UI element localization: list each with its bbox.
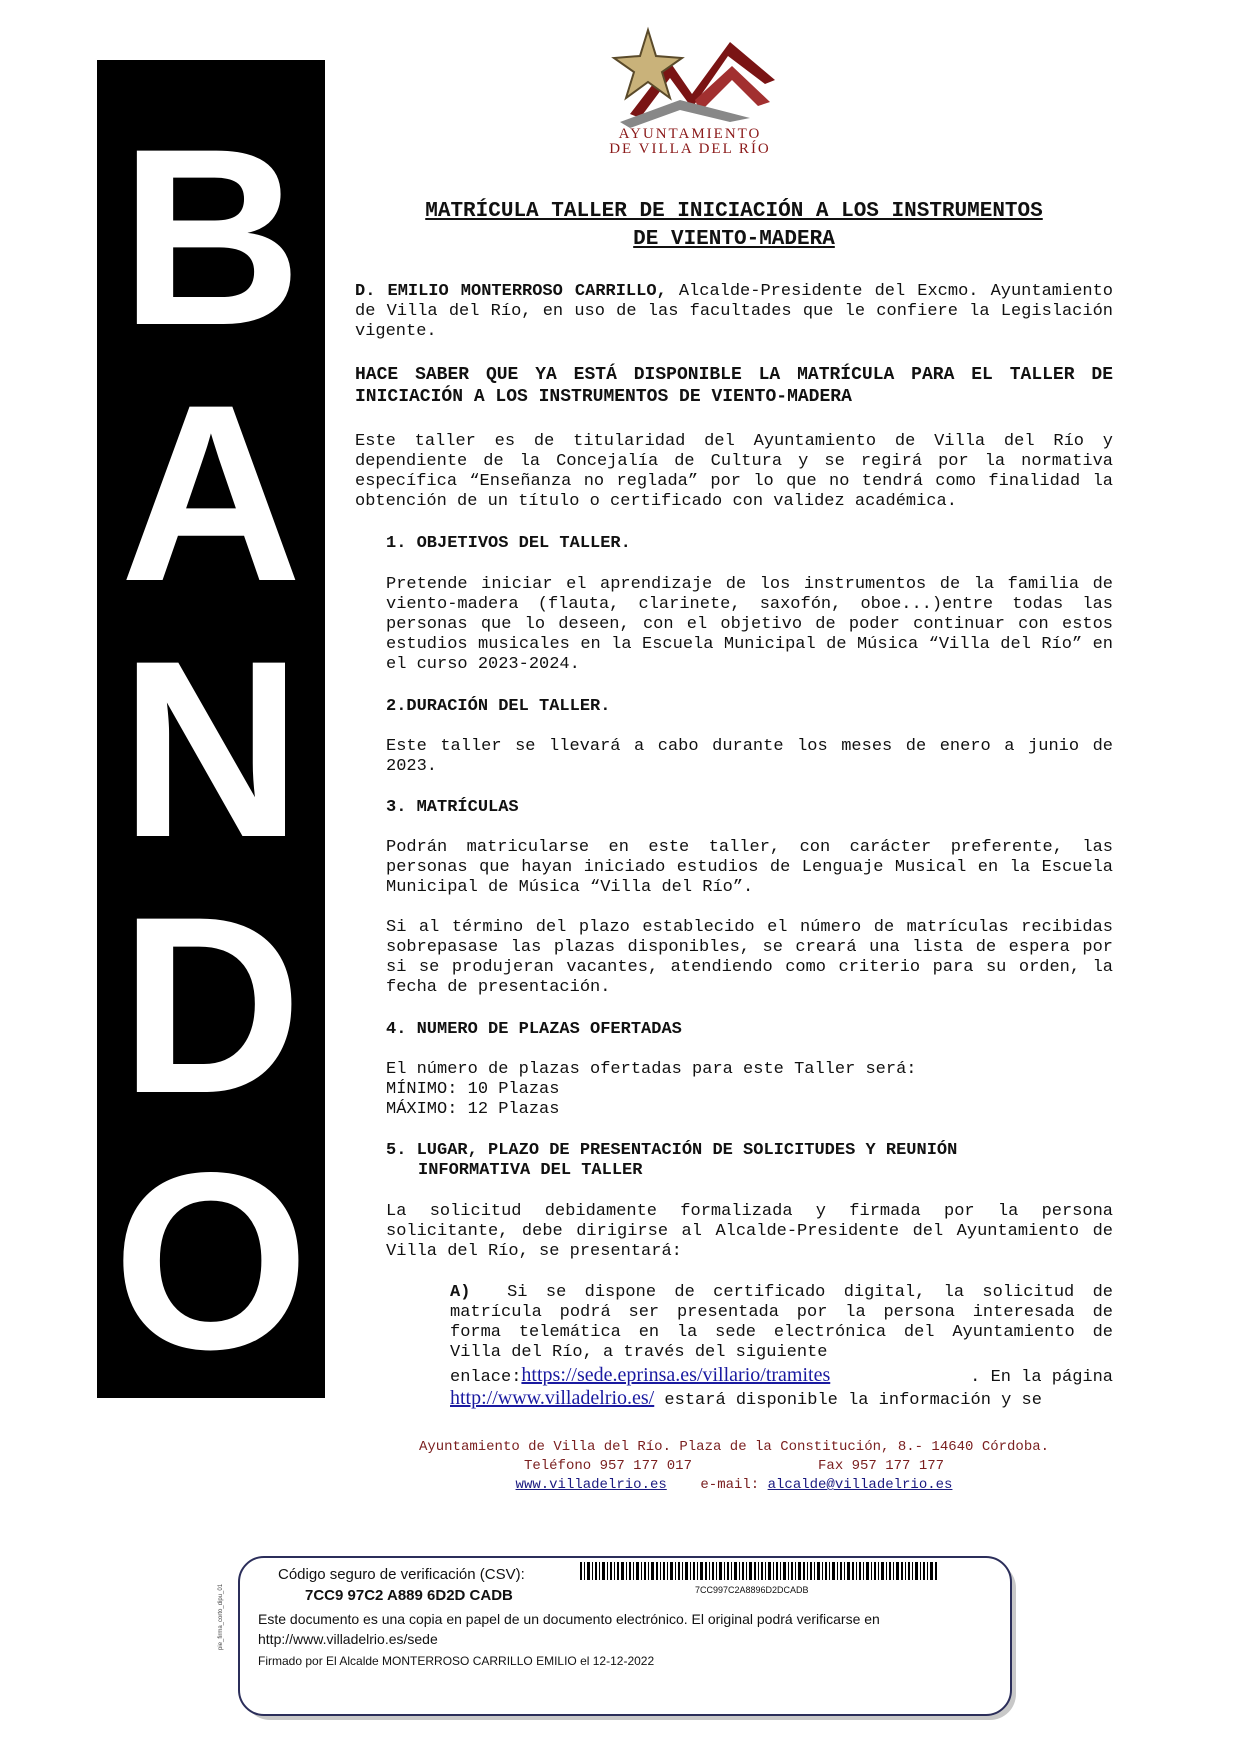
section-5-body — [386, 1202, 1113, 1262]
description-text: Este taller es de titularidad del Ayuntamiento de Villa del Río y dependiente de la Concejalía de Cultura y se regirá por la normativa específica “Enseñanza no reglada” por lo que no tendrá como finalidad la obtención de un título o certificado con validez académica. — [355, 432, 1113, 511]
option-a-label: A) — [450, 1283, 471, 1302]
section-5-title-1: 5. LUGAR, PLAZO DE PRESENTACIÓN DE SOLICITUDES Y REUNIÓN — [386, 1141, 958, 1160]
section-1-body — [386, 575, 1113, 675]
option-a-enlace: enlace: — [450, 1368, 522, 1387]
section-4-body — [386, 1060, 1113, 1120]
title-line-2: DE VIENTO-MADERA — [633, 228, 835, 251]
csv-label: Código seguro de verificación (CSV): — [278, 1566, 525, 1583]
section-5-title-2: INFORMATIVA DEL TALLER — [418, 1161, 643, 1180]
banner-letter-d: D — [120, 865, 302, 1146]
hace-saber-text: HACE SABER QUE YA ESTÁ DISPONIBLE LA MATRÍCULA PARA EL TALLER DE INICIACIÓN A LOS INSTRUMENTOS DE VIENTO-MADERA — [355, 365, 1113, 407]
section-4-minimum: MÍNIMO: 10 Plazas — [386, 1080, 560, 1099]
document-title — [355, 198, 1113, 254]
banner-letter-a: A — [120, 353, 302, 634]
section-4-heading — [386, 1020, 1113, 1040]
announcement-heading — [355, 364, 1113, 408]
banner-letter-b: B — [120, 97, 302, 378]
footer-contact — [355, 1457, 1113, 1475]
csv-barcode — [580, 1562, 940, 1580]
banner-letter-n: N — [120, 609, 302, 890]
csv-code: 7CC9 97C2 A889 6D2D CADB — [305, 1587, 513, 1604]
description-paragraph — [355, 432, 1113, 512]
section-3-title: 3. MATRÍCULAS — [386, 798, 519, 817]
section-3-text-1: Podrán matricularse en este taller, con carácter preferente, las personas que hayan iniciado estudios de Lenguaje Musical en la Escuela Municipal de Música “Villa del Río”. — [386, 838, 1113, 897]
section-2-heading — [386, 697, 1113, 717]
section-3-heading — [386, 798, 1113, 818]
section-3-body-2 — [386, 918, 1113, 998]
footer-address: Ayuntamiento de Villa del Río. Plaza de la Constitución, 8.- 14640 Córdoba. — [418, 1439, 1050, 1455]
section-3-text-2: Si al término del plazo establecido el número de matrículas recibidas sobrepasase las plazas disponibles, se creará una lista de espera por si se produjeran vacantes, atendiendo como criterio para su orden, la fecha de presentación. — [386, 918, 1113, 997]
section-5-text: La solicitud debidamente formalizada y firmada por la persona solicitante, debe dirigirse al Alcalde-Presidente del Ayuntamiento de Villa del Río, se presentará: — [386, 1202, 1113, 1261]
section-2-body — [386, 737, 1113, 777]
csv-copy-notice: Este documento es una copia en papel de un documento electrónico. El original podrá verificarse en — [258, 1611, 880, 1627]
section-2-text: Este taller se llevará a cabo durante los meses de enero a junio de 2023. — [386, 737, 1113, 776]
section-5-option-a — [450, 1283, 1113, 1411]
section-4-title: 4. NUMERO DE PLAZAS OFERTADAS — [386, 1020, 682, 1039]
barcode-text: 7CC997C2A8896D2DCADB — [695, 1585, 809, 1595]
sede-tramites-link[interactable]: https://sede.eprinsa.es/villario/tramites — [521, 1364, 831, 1386]
option-a-end: estará disponible la información y se — [654, 1391, 1042, 1410]
option-a-mid: . En la página — [970, 1368, 1113, 1387]
title-line-1: MATRÍCULA TALLER DE INICIACIÓN A LOS INSTRUMENTOS — [425, 200, 1043, 223]
intro-paragraph — [355, 282, 1113, 342]
footer-email-label: e-mail: — [700, 1477, 760, 1493]
footer-fax: Fax 957 177 177 — [818, 1458, 945, 1474]
csv-verify-url[interactable]: http://www.villadelrio.es/sede — [258, 1631, 438, 1647]
section-4-maximum: MÁXIMO: 12 Plazas — [386, 1100, 560, 1119]
footer-email-link[interactable]: alcalde@villadelrio.es — [767, 1477, 953, 1493]
csv-side-code: pie_firma_corto_dipu_01 — [218, 1583, 224, 1650]
villadelrio-link[interactable]: http://www.villadelrio.es/ — [450, 1387, 655, 1409]
section-1-title: 1. OBJETIVOS DEL TALLER. — [386, 534, 631, 553]
logo-line-2: DE VILLA DEL RÍO — [609, 141, 771, 157]
section-1-text: Pretende iniciar el aprendizaje de los instrumentos de la familia de viento-madera (flauta, clarinete, saxofón, oboe...)entre todas las personas que lo deseen, con el objetivo de poder continuar con estos estudios musicales en la Escuela Municipal de Música “Villa del Río” en el curso 2023-2024. — [386, 575, 1113, 674]
section-3-body-1 — [386, 838, 1113, 898]
option-a-text: Si se dispone de certificado digital, la solicitud de matrícula podrá ser presentada por la persona interesada de forma telemática en la sede electrónica del Ayuntamiento de Villa del Río, a través del siguiente — [450, 1283, 1113, 1362]
banner-letter-o: O — [112, 1121, 309, 1402]
section-5-heading — [386, 1141, 1113, 1181]
section-1-heading — [386, 534, 1113, 554]
section-4-line-1: El número de plazas ofertadas para este Taller será: — [386, 1060, 917, 1079]
logo-line-1: AYUNTAMIENTO — [618, 126, 762, 142]
footer-web — [355, 1476, 1113, 1494]
section-2-title: 2.DURACIÓN DEL TALLER. — [386, 697, 611, 716]
mayor-name: D. EMILIO MONTERROSO CARRILLO, — [355, 282, 667, 301]
bando-banner — [97, 60, 325, 1402]
csv-signature: Firmado por El Alcalde MONTERROSO CARRILLO EMILIO el 12-12-2022 — [258, 1654, 655, 1668]
footer-phone: Teléfono 957 177 017 — [523, 1458, 692, 1474]
footer-web-link[interactable]: www.villadelrio.es — [515, 1477, 667, 1493]
intro-text: Alcalde-Presidente del Excmo. Ayuntamiento de Villa del Río, en uso de las facultades que le confiere la Legislación vigente. — [355, 282, 1114, 341]
